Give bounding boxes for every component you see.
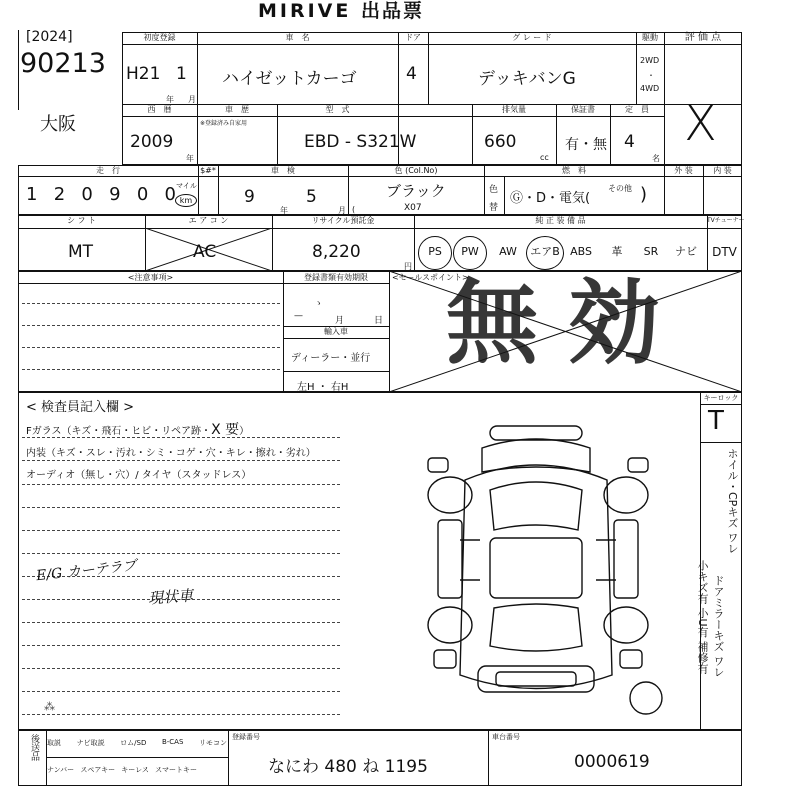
inspection-header: 車 検 [271, 166, 295, 175]
notes-header: <注意事項> [127, 273, 174, 282]
model-value: EBD - S321W [304, 132, 417, 152]
brand-name: MIRIVE [258, 0, 352, 22]
interior-header: 内 装 [713, 166, 732, 175]
reg-day-label: 日 [374, 316, 384, 326]
deferred-row2 [47, 765, 197, 775]
mileage-digit: 1 [26, 184, 38, 205]
grade-header: グ レ ー ド [512, 33, 552, 42]
inspector-line3: オーディオ（無し・穴）/ タイヤ（スタッドレス） [26, 470, 252, 481]
inspector-line1 [26, 419, 249, 439]
deferred-spare-key: スペアキー [80, 766, 116, 774]
fglass-label: Fガラス（キズ・飛石・ヒビ・リペア跡・ [26, 426, 212, 437]
fglass-mark: X 要 [211, 422, 240, 438]
doors-header: ドア [405, 33, 421, 42]
mileage-digit: 0 [136, 184, 149, 205]
fuel-other: その他 [608, 184, 632, 193]
exterior-header: 外 装 [674, 166, 693, 175]
car-name-value: ハイゼットカーゴ [222, 69, 357, 89]
tuner-value: DTV [712, 245, 737, 259]
displacement-header: 排気量 [502, 105, 526, 114]
displacement-unit: cc [540, 153, 549, 162]
scribble-mark: ⁂ [44, 700, 55, 713]
lot-number: 90213 [20, 48, 106, 79]
warranty-header: 保証書 [571, 105, 595, 114]
first-reg-unit-month: 月 [188, 95, 196, 104]
color-swap-top: 色 [489, 185, 499, 195]
deferred-manual: 取説 [47, 739, 61, 747]
first-reg-unit-year: 年 [166, 95, 174, 104]
western-year-header: 西 暦 [147, 105, 172, 114]
model-header: 型 式 [325, 105, 350, 114]
equip-leather: 革 [611, 245, 623, 258]
mileage-unit-mile: マイル [176, 182, 197, 190]
spare-tire-circle [628, 680, 664, 716]
mileage-digit: 2 [53, 184, 66, 205]
inspection-month: 5 [306, 187, 317, 207]
car-name-header: 車 名 [285, 33, 310, 42]
equip-pw: PW [453, 236, 487, 270]
deferred-smart-key: スマートキー [155, 766, 197, 774]
aircon-header: エ ア コ ン [188, 216, 229, 225]
reg-dash: — [294, 311, 303, 321]
equip-airbag: エアB [526, 236, 564, 270]
recycle-unit: 円 [404, 262, 412, 271]
fuel-close: ) [640, 184, 648, 205]
equip-sr: SR [643, 245, 659, 258]
legend-scratch: 小キズ有 小U有 補修有 [696, 560, 709, 675]
registration-header: 登録書類有効期限 [304, 273, 368, 282]
color-header: 色 (Col.No) [394, 166, 438, 175]
western-year-unit: 年 [186, 154, 194, 163]
inspector-header: < 検査員記入欄 > [26, 400, 135, 415]
color-code: X07 [404, 203, 422, 213]
shift-value: MT [68, 242, 94, 262]
inspector-line2: 内装（キズ・スレ・汚れ・シミ・コゲ・穴・キレ・擦れ・劣れ） [26, 448, 316, 459]
color-swap-bottom: 替 [489, 203, 499, 213]
equip-aw: AW [499, 245, 517, 258]
deferred-bcas: B-CAS [161, 738, 184, 746]
fglass-close: ） [239, 426, 250, 437]
handwritten-engine-note: E/G カーテラブ [35, 557, 138, 585]
key-lock-value: T [708, 406, 724, 436]
reg-month-label: 月 [335, 316, 345, 326]
first-reg-month: 1 [176, 64, 187, 84]
deferred-remote: リモコン [198, 739, 227, 747]
key-lock-header: キーロック [703, 394, 739, 402]
equip-ps: PS [418, 236, 452, 270]
color-paren: ( [352, 205, 356, 214]
car-diagram [420, 420, 670, 720]
fuel-value: Ⓖ・D・電気( [510, 191, 591, 206]
brand-logo [258, 0, 424, 23]
mileage-digit: 0 [164, 184, 176, 205]
chassis-value: 0000619 [574, 752, 650, 772]
top-grid [122, 32, 742, 165]
deferred-keyless: キーレス [121, 766, 149, 774]
sales-point-header: <セールスポイント> [392, 273, 469, 282]
tuner-header: TVチューナー [707, 217, 745, 224]
capacity-header: 定 員 [625, 105, 649, 114]
chassis-header: 車台番号 [492, 733, 520, 741]
mileage-unit-km: km [175, 194, 197, 207]
history-note: ※登録済み自家用 [200, 120, 248, 127]
mileage-digits [26, 184, 176, 205]
drive-opt-2wd: 2WD [640, 56, 660, 65]
first-reg-era: H21 [126, 64, 161, 84]
fuel-header: 燃 料 [562, 166, 586, 175]
displacement-value: 660 [484, 132, 517, 152]
reg-blank-mark: ゝ [314, 299, 324, 309]
deferred-rom: ロム/SD [120, 739, 147, 747]
import-header: 輸入車 [324, 327, 348, 336]
western-year-value: 2009 [130, 132, 174, 152]
shift-header: シ フ ト [66, 216, 97, 225]
recycle-header: リサイクル預託金 [311, 216, 375, 225]
meter-swap-header: $#* [200, 166, 216, 175]
deferred-plate: ナンバー [47, 766, 75, 774]
inspection-unit-month: 月 [338, 206, 346, 215]
recycle-value: 8,220 [312, 242, 361, 262]
doors-value: 4 [406, 64, 417, 84]
year-tag: [2024] [26, 29, 73, 45]
aircon-value: AC [193, 242, 217, 262]
sheet-title: 出品票 [361, 0, 425, 22]
invalid-stamp: 無効 [446, 269, 691, 377]
handle-value: 左H ・ 右H [297, 382, 349, 393]
drive-opt-4wd: 4WD [640, 84, 660, 93]
drive-header: 駆動 [642, 33, 658, 42]
handwritten-as-is-note: 現状車 [147, 586, 194, 608]
equip-abs: ABS [570, 245, 592, 258]
equipment-header: 純 正 装 備 品 [535, 216, 586, 225]
capacity-value: 4 [624, 132, 635, 152]
legend-wheel: ホイル・CPキズ ワレ [726, 448, 739, 554]
location: 大阪 [40, 114, 76, 135]
plate-header: 登録番号 [232, 733, 260, 741]
mileage-digit: 0 [81, 184, 93, 205]
score-header: 評 価 点 [684, 32, 722, 43]
legend-mirror: ドアミラーキズ ワレ [712, 575, 725, 678]
drive-dot: ・ [647, 71, 655, 80]
first-reg-header: 初度登録 [143, 33, 176, 42]
grade-value: デッキバンG [478, 69, 576, 89]
color-value: ブラック [386, 182, 446, 200]
deferred-navi-manual: ナビ取説 [76, 739, 105, 747]
deferred-row1 [47, 738, 227, 748]
capacity-unit: 名 [652, 154, 660, 163]
mileage-digit: 9 [109, 184, 121, 205]
deferred-items-label: 後送品 [29, 734, 39, 761]
plate-value: なにわ 480 ね 1195 [268, 757, 428, 777]
inspection-unit-year: 年 [280, 206, 288, 215]
mileage-header: 走 行 [96, 166, 120, 175]
equip-navi: ナビ [675, 245, 697, 258]
inspection-year: 9 [244, 187, 255, 207]
score-value: X [684, 96, 717, 152]
import-value: ディーラー・並行 [291, 353, 371, 364]
warranty-value: 有・無 [565, 137, 607, 153]
history-header: 車 歴 [225, 105, 249, 114]
